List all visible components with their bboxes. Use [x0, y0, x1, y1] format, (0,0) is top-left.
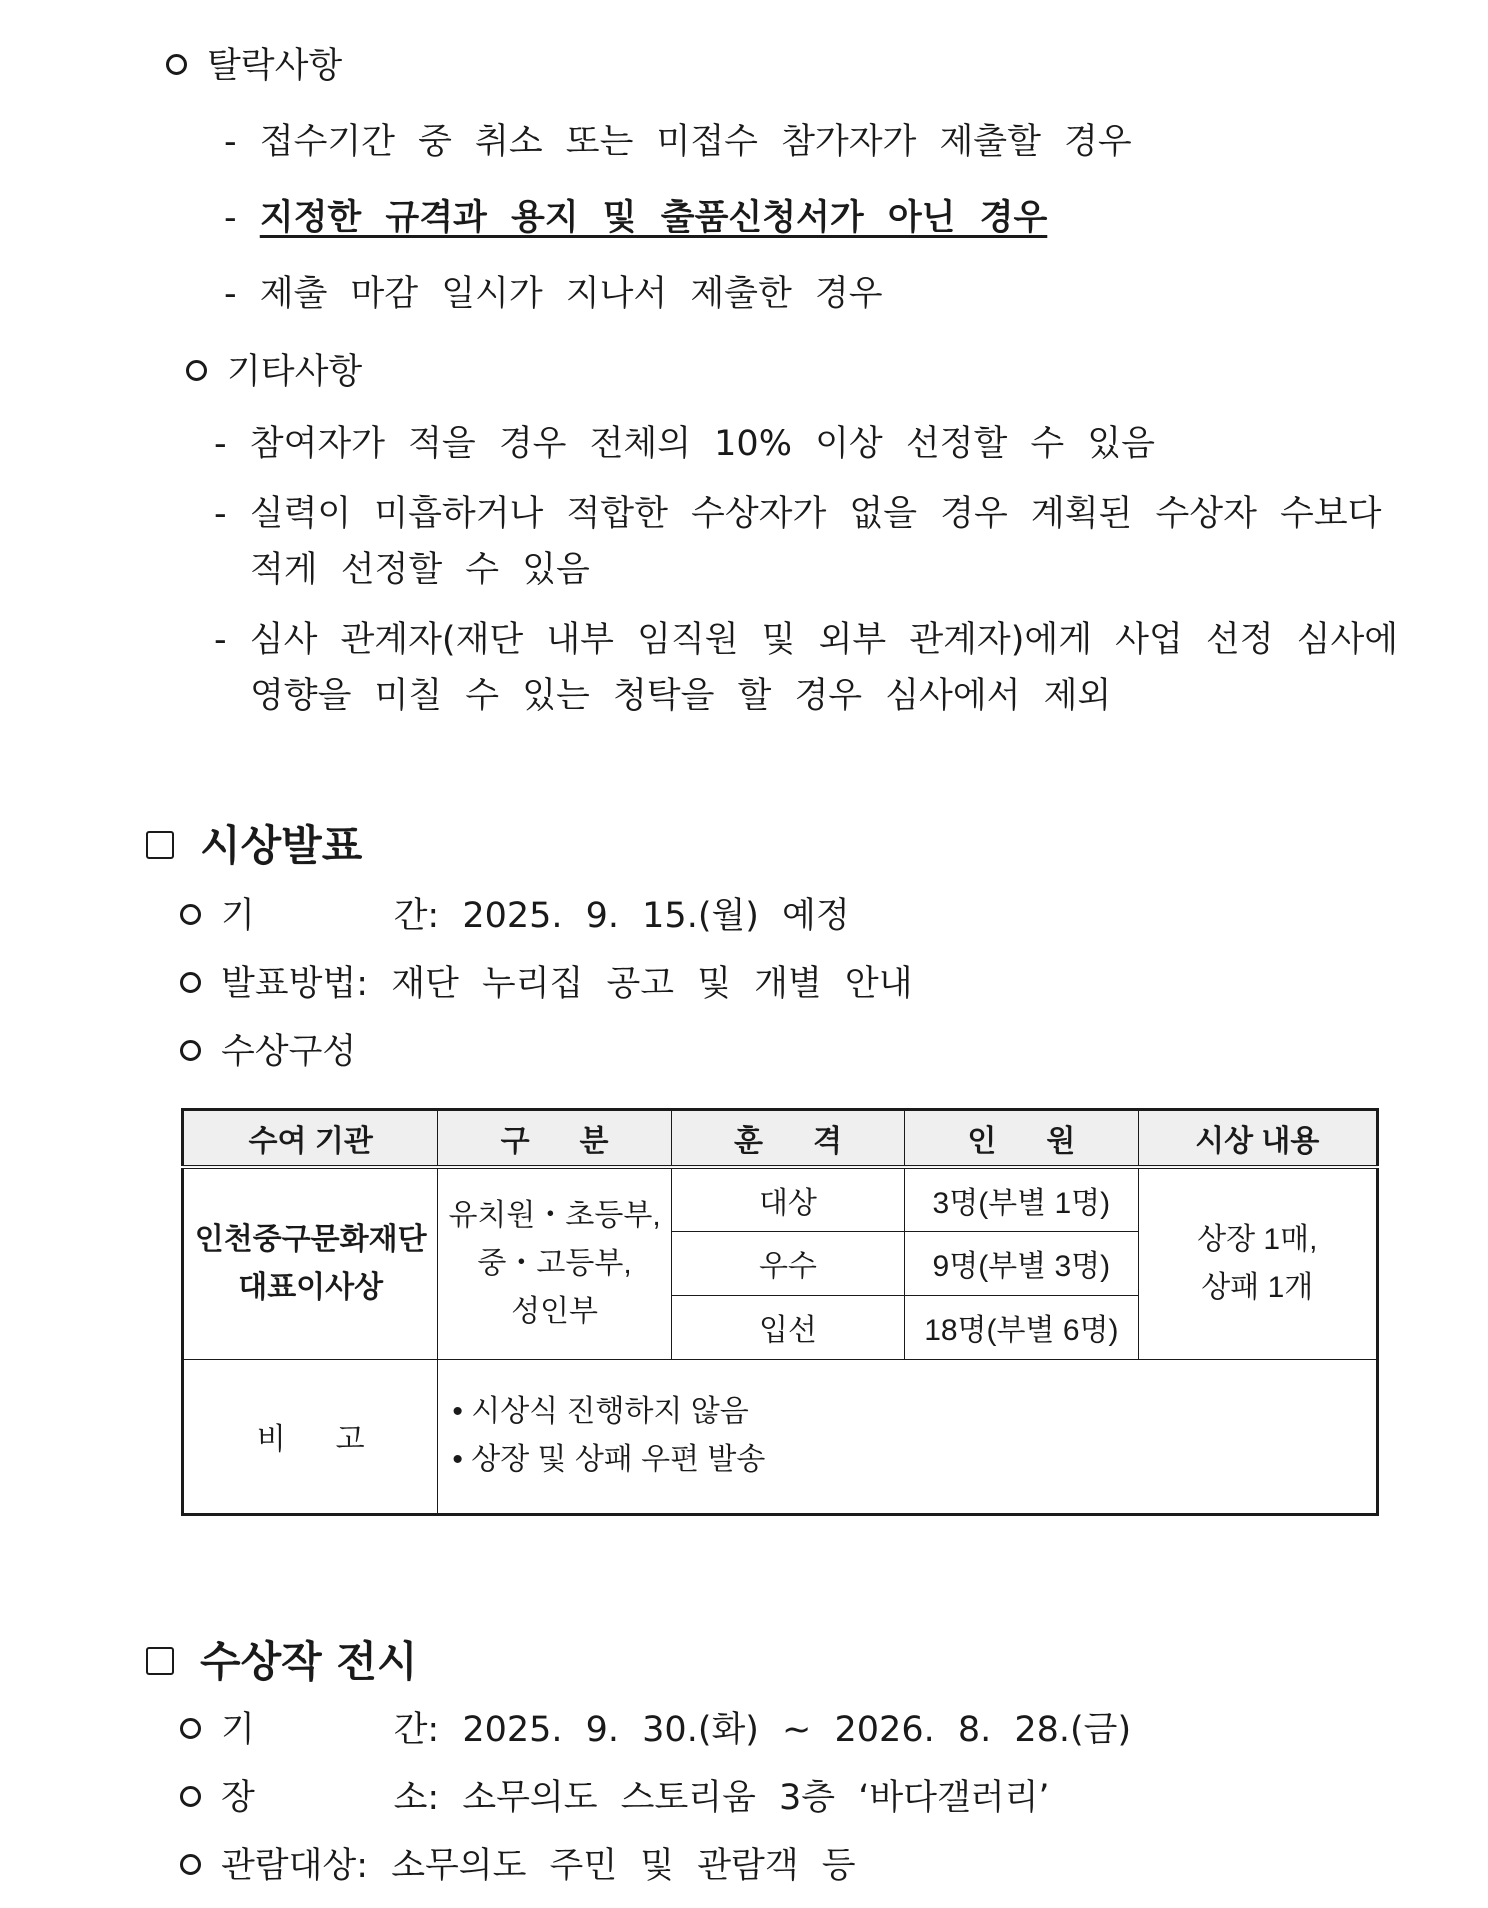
circle-bullet-icon [180, 1718, 201, 1739]
circle-bullet-icon [180, 1786, 201, 1807]
exclusion-item-1: - 접수기간 중 취소 또는 미접수 참가자가 제출할 경우 [224, 122, 1132, 162]
announcement-composition: 수상구성 [180, 1030, 356, 1074]
header-count: 인 원 [905, 1110, 1138, 1168]
exhibition-period: 기 간: 2025. 9. 30.(화) ~ 2026. 8. 28.(금) [180, 1708, 1131, 1752]
square-bullet-icon [146, 831, 174, 859]
header-content: 시상 내용 [1138, 1110, 1377, 1168]
circle-bullet-icon [180, 904, 201, 925]
others-item-1: - 참여자가 적을 경우 전체의 10% 이상 선정할 수 있음 [214, 424, 1155, 464]
list-item: • 상장 및 상패 우편 발송 [452, 1443, 766, 1476]
note-content-cell [438, 1359, 1378, 1514]
announcement-title: 시상발표 [146, 820, 362, 872]
circle-bullet-icon [180, 1040, 201, 1061]
header-division: 구 분 [438, 1110, 671, 1168]
circle-bullet-icon [180, 1854, 201, 1875]
institution-cell: 인천중구문화재단 대표이사상 [183, 1167, 438, 1359]
exclusion-item-2-text: 지정한 규격과 용지 및 출품신청서가 아닌 경우 [259, 198, 1048, 238]
award-table [181, 1108, 1379, 1516]
note-label-cell: 비 고 [183, 1359, 438, 1514]
header-grade: 훈 격 [671, 1110, 904, 1168]
header-institution: 수여 기관 [183, 1110, 438, 1168]
others-item-3-line1: - 심사 관계자(재단 내부 임직원 및 외부 관계자)에게 사업 선정 심사에 [214, 620, 1399, 660]
table-header-row [183, 1110, 1378, 1168]
others-item-2-line1: - 실력이 미흡하거나 적합한 수상자가 없을 경우 계획된 수상자 수보다 [214, 494, 1382, 534]
circle-bullet-icon [186, 360, 207, 381]
count-cell: 18명(부별 6명) [905, 1295, 1138, 1359]
grade-cell: 입선 [671, 1295, 904, 1359]
content-cell: 상장 1매, 상패 1개 [1138, 1167, 1377, 1359]
division-cell: 유치원・초등부, 중・고등부, 성인부 [438, 1167, 671, 1359]
circle-bullet-icon [180, 972, 201, 993]
circle-bullet-icon [166, 54, 187, 75]
count-cell: 3명(부별 1명) [905, 1167, 1138, 1231]
others-heading: 기타사항 [186, 350, 362, 394]
bullet-dot-icon: • [452, 1395, 463, 1428]
announcement-method: 발표방법: 재단 누리집 공고 및 개별 안내 [180, 962, 913, 1006]
others-item-2-line2: 적게 선정할 수 있음 [250, 550, 590, 590]
grade-cell: 우수 [671, 1231, 904, 1295]
count-cell: 9명(부별 3명) [905, 1231, 1138, 1295]
table-row [183, 1167, 1378, 1231]
others-item-3-line2: 영향을 미칠 수 있는 청탁을 할 경우 심사에서 제외 [250, 676, 1112, 716]
exhibition-audience: 관람대상: 소무의도 주민 및 관람객 등 [180, 1844, 856, 1888]
announcement-period: 기 간: 2025. 9. 15.(월) 예정 [180, 894, 850, 938]
exhibition-title: 수상작 전시 [146, 1636, 417, 1688]
grade-cell: 대상 [671, 1167, 904, 1231]
square-bullet-icon [146, 1647, 174, 1675]
exclusion-item-3: - 제출 마감 일시가 지나서 제출한 경우 [224, 274, 883, 314]
exhibition-place: 장 소: 소무의도 스토리움 3층 ‘바다갤러리’ [180, 1776, 1050, 1820]
list-item: • 시상식 진행하지 않음 [452, 1395, 749, 1428]
exclusions-heading: 탈락사항 [166, 44, 342, 88]
note-row [183, 1359, 1378, 1514]
exclusion-item-2: - 지정한 규격과 용지 및 출품신청서가 아닌 경우 [224, 198, 1048, 238]
bullet-dot-icon: • [452, 1443, 463, 1476]
